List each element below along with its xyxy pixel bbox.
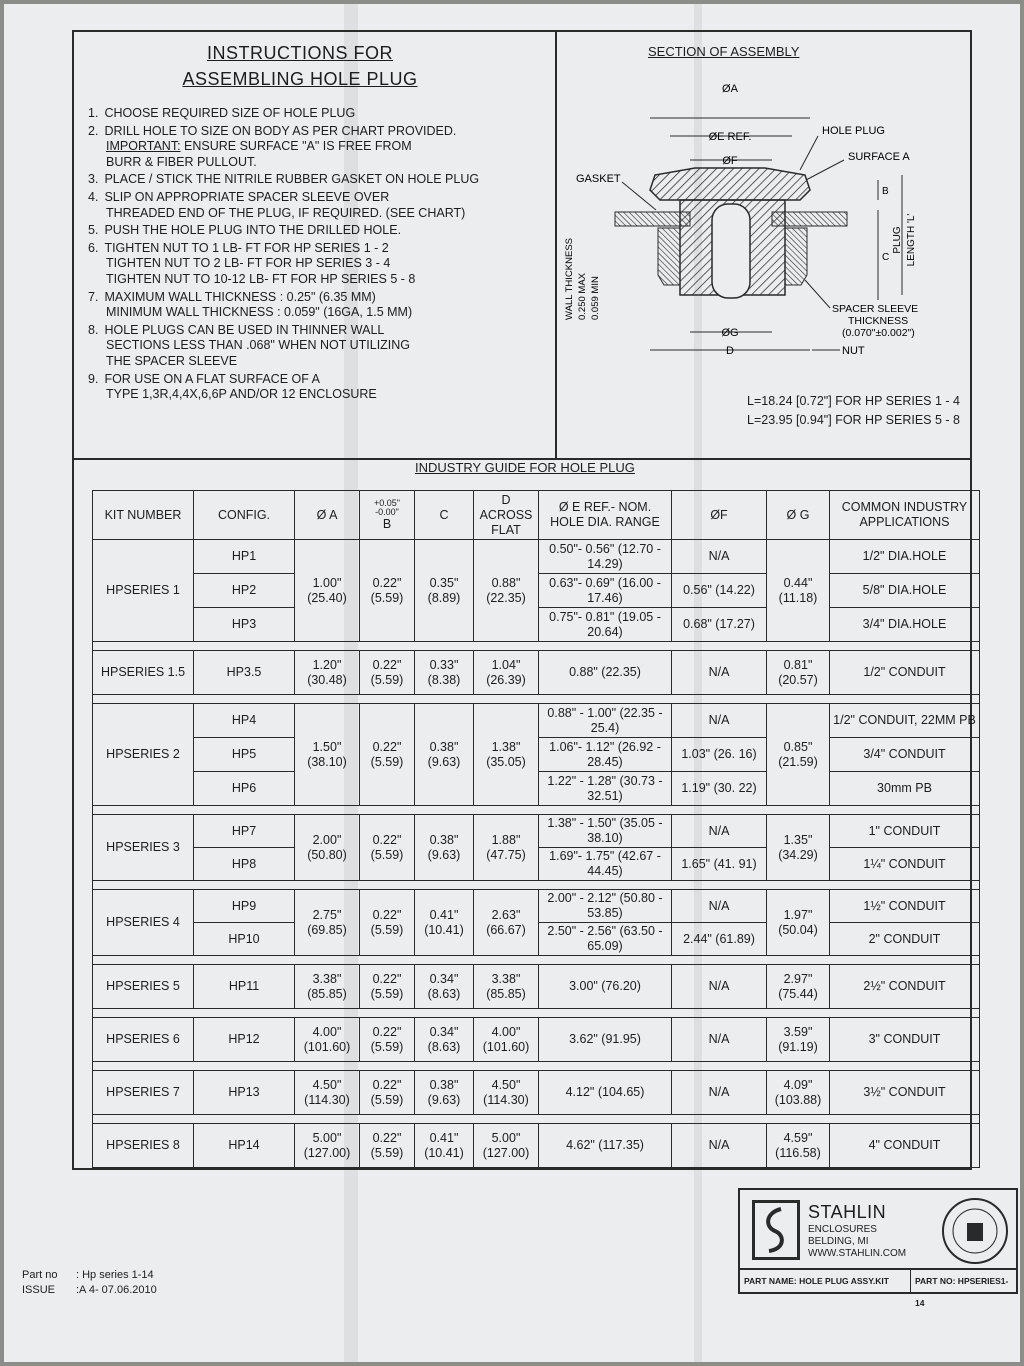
cell-config: HP9 — [194, 890, 295, 923]
cell-e: 4.62" (117.35) — [539, 1124, 672, 1168]
cell-app: 1¼" CONDUIT — [830, 848, 980, 881]
step-subtext: THE SPACER SLEEVE — [106, 353, 238, 368]
industry-guide-table — [92, 490, 980, 1168]
cell-e: 2.00" - 2.12" (50.80 - 53.85) — [539, 890, 672, 923]
nut-left — [658, 228, 680, 285]
label-hole-plug: HOLE PLUG — [822, 125, 885, 137]
table-row — [93, 704, 980, 738]
label-g: ØG — [721, 327, 739, 339]
guide-title: INDUSTRY GUIDE FOR HOLE PLUG — [415, 460, 635, 475]
cell-config: HP10 — [194, 923, 295, 956]
group-gap-cell — [93, 1062, 980, 1071]
section-divider — [555, 32, 557, 460]
table-header-row — [93, 491, 980, 540]
cell-c: 0.35" (8.89) — [415, 540, 474, 642]
cell-config: HP3 — [194, 608, 295, 642]
important-text: ENSURE SURFACE "A" IS FREE FROM — [180, 139, 412, 154]
label-b: B — [882, 186, 889, 197]
cell-kit: HPSERIES 2 — [93, 704, 194, 806]
cell-c: 0.41" (10.41) — [415, 1124, 474, 1168]
header-b-tolerance: +0.05" -0.00" — [374, 497, 400, 517]
header-g: Ø G — [767, 491, 830, 540]
step-text: HOLE PLUGS CAN BE USED IN THINNER WALL — [104, 322, 385, 337]
company-line3: BELDING, MI — [808, 1236, 869, 1247]
cell-b: 0.22" (5.59) — [360, 1018, 415, 1062]
cell-kit: HPSERIES 3 — [93, 815, 194, 881]
table-row — [93, 815, 980, 848]
part-name: PART NAME: HOLE PLUG ASSY.KIT — [744, 1276, 889, 1286]
length-note-2: L=23.95 [0.94"] FOR HP SERIES 5 - 8 — [747, 413, 960, 427]
group-gap-cell — [93, 1009, 980, 1018]
group-gap-cell — [93, 956, 980, 965]
cell-app: 3½" CONDUIT — [830, 1071, 980, 1115]
cell-b: 0.22" (5.59) — [360, 704, 415, 806]
cell-d: 1.38" (35.05) — [474, 704, 539, 806]
cell-e: 0.50"- 0.56" (12.70 - 14.29) — [539, 540, 672, 574]
part-number: PART NO: HPSERIES1-14 — [910, 1270, 1016, 1292]
cell-e: 1.22" - 1.28" (30.73 - 32.51) — [539, 772, 672, 806]
step-text: PUSH THE HOLE PLUG INTO THE DRILLED HOLE. — [104, 223, 402, 238]
instruction-step — [88, 241, 548, 288]
robroy-seal-icon — [940, 1196, 1010, 1266]
cell-f: 2.44" (61.89) — [672, 923, 767, 956]
label-d: D — [726, 345, 734, 357]
cell-g: 3.59" (91.19) — [767, 1018, 830, 1062]
cell-g: 4.59" (116.58) — [767, 1124, 830, 1168]
cell-f: N/A — [672, 815, 767, 848]
cell-config: HP4 — [194, 704, 295, 738]
label-spacer-3: (0.070"±0.002") — [842, 327, 915, 339]
cell-c: 0.34" (8.63) — [415, 965, 474, 1009]
instruction-step — [88, 106, 548, 122]
cell-g: 0.44" (11.18) — [767, 540, 830, 642]
cell-config: HP8 — [194, 848, 295, 881]
cell-g: 1.35" (34.29) — [767, 815, 830, 881]
cell-config: HP11 — [194, 965, 295, 1009]
cell-f: 1.19" (30. 22) — [672, 772, 767, 806]
important-label: IMPORTANT: — [106, 139, 181, 154]
cell-config: HP6 — [194, 772, 295, 806]
label-nut: NUT — [842, 345, 865, 357]
header-config: CONFIG. — [194, 491, 295, 540]
step-number: 5. — [88, 223, 99, 238]
step-text: MAXIMUM WALL THICKNESS : 0.25" (6.35 MM) — [104, 289, 376, 304]
instruction-step — [88, 290, 548, 321]
issue-value: :A 4- 07.06.2010 — [76, 1284, 157, 1296]
cell-a: 5.00" (127.00) — [295, 1124, 360, 1168]
cell-d: 4.00" (101.60) — [474, 1018, 539, 1062]
leader-hole-plug — [800, 136, 818, 170]
instructions-title — [150, 40, 450, 92]
label-c: C — [882, 252, 890, 263]
cell-a: 2.75" (69.85) — [295, 890, 360, 956]
cell-app: 3/4" CONDUIT — [830, 738, 980, 772]
issue-label: ISSUE — [22, 1284, 56, 1296]
nut-right — [785, 228, 807, 285]
cell-f: N/A — [672, 1018, 767, 1062]
step-text: CHOOSE REQUIRED SIZE OF HOLE PLUG — [104, 106, 356, 120]
group-gap — [93, 956, 980, 965]
step-text: SLIP ON APPROPRIATE SPACER SLEEVE OVER — [104, 189, 390, 204]
group-gap-cell — [93, 806, 980, 815]
instruction-step — [88, 190, 548, 221]
cell-a: 1.20" (30.48) — [295, 651, 360, 695]
cell-kit: HPSERIES 6 — [93, 1018, 194, 1062]
cell-e: 1.38" - 1.50" (35.05 - 38.10) — [539, 815, 672, 848]
cell-kit: HPSERIES 1 — [93, 540, 194, 642]
label-plug-2: LENGTH 'L' — [906, 213, 917, 267]
table-row — [93, 1071, 980, 1115]
cell-config: HP1 — [194, 540, 295, 574]
table-row — [93, 651, 980, 695]
cell-e: 0.88" (22.35) — [539, 651, 672, 695]
cell-kit: HPSERIES 1.5 — [93, 651, 194, 695]
cell-config: HP3.5 — [194, 651, 295, 695]
cell-config: HP12 — [194, 1018, 295, 1062]
cell-app: 2½" CONDUIT — [830, 965, 980, 1009]
step-number: 8. — [88, 322, 99, 337]
table-body — [93, 540, 980, 1168]
table-row — [93, 965, 980, 1009]
cell-c: 0.33" (8.38) — [415, 651, 474, 695]
length-note-1: L=18.24 [0.72"] FOR HP SERIES 1 - 4 — [747, 394, 960, 408]
header-c: C — [415, 491, 474, 540]
cell-kit: HPSERIES 8 — [93, 1124, 194, 1168]
cell-e: 2.50" - 2.56" (63.50 - 65.09) — [539, 923, 672, 956]
title-block — [738, 1188, 1018, 1270]
step-number: 2. — [88, 123, 99, 138]
step-subtext: TYPE 1,3R,4,4X,6,6P AND/OR 12 ENCLOSURE — [106, 387, 377, 402]
cell-e: 0.63"- 0.69" (16.00 - 17.46) — [539, 574, 672, 608]
header-kit: KIT NUMBER — [93, 491, 194, 540]
cell-app: 1½" CONDUIT — [830, 890, 980, 923]
cell-d: 2.63" (66.67) — [474, 890, 539, 956]
cell-e: 4.12" (104.65) — [539, 1071, 672, 1115]
group-gap-cell — [93, 642, 980, 651]
cell-app: 1/2" CONDUIT — [830, 651, 980, 695]
instruction-step — [88, 323, 548, 370]
cell-a: 1.00" (25.40) — [295, 540, 360, 642]
instructions-title-line2: ASSEMBLING HOLE PLUG — [182, 69, 418, 89]
step-number: 3. — [88, 172, 99, 187]
step-text: FOR USE ON A FLAT SURFACE OF A — [104, 371, 320, 386]
cell-g: 2.97" (75.44) — [767, 965, 830, 1009]
step-text: TIGHTEN NUT TO 1 LB- FT FOR HP SERIES 1 - 2 — [104, 240, 389, 255]
cell-b: 0.22" (5.59) — [360, 1071, 415, 1115]
group-gap-cell — [93, 695, 980, 704]
cell-g: 0.81" (20.57) — [767, 651, 830, 695]
label-a: ØA — [722, 83, 738, 95]
cell-e: 1.06"- 1.12" (26.92 - 28.45) — [539, 738, 672, 772]
group-gap — [93, 695, 980, 704]
part-no-value: : Hp series 1-14 — [76, 1269, 154, 1281]
cell-b: 0.22" (5.59) — [360, 965, 415, 1009]
cell-f: N/A — [672, 540, 767, 574]
cell-app: 2" CONDUIT — [830, 923, 980, 956]
cell-app: 30mm PB — [830, 772, 980, 806]
step-subtext: MINIMUM WALL THICKNESS : 0.059" (16GA, 1.5 MM) — [106, 305, 413, 320]
cell-e: 0.88" - 1.00" (22.35 - 25.4) — [539, 704, 672, 738]
company-details — [808, 1224, 906, 1260]
cell-a: 4.00" (101.60) — [295, 1018, 360, 1062]
label-f: ØF — [722, 155, 738, 167]
step-number: 1. — [88, 106, 99, 120]
header-f: ØF — [672, 491, 767, 540]
cell-app: 1/2" DIA.HOLE — [830, 540, 980, 574]
cell-kit: HPSERIES 7 — [93, 1071, 194, 1115]
cell-c: 0.38" (9.63) — [415, 704, 474, 806]
cell-c: 0.34" (8.63) — [415, 1018, 474, 1062]
instructions-title-line1: INSTRUCTIONS FOR — [207, 43, 393, 63]
cell-config: HP14 — [194, 1124, 295, 1168]
step-subtext: TIGHTEN NUT TO 10-12 LB- FT FOR HP SERIES 5 - 8 — [106, 271, 416, 286]
cell-b: 0.22" (5.59) — [360, 890, 415, 956]
cell-e: 3.00" (76.20) — [539, 965, 672, 1009]
cell-f: N/A — [672, 704, 767, 738]
cell-e: 1.69"- 1.75" (42.67 - 44.45) — [539, 848, 672, 881]
group-gap-cell — [93, 1115, 980, 1124]
step-subtext: THREADED END OF THE PLUG, IF REQUIRED. (SEE CHART) — [106, 205, 466, 220]
table-row — [93, 1018, 980, 1062]
instruction-steps — [88, 106, 548, 405]
leader-surface-a — [806, 160, 844, 180]
company-name: STAHLIN — [808, 1202, 887, 1222]
part-no-label: Part no — [22, 1269, 58, 1281]
cell-f: 1.65" (41. 91) — [672, 848, 767, 881]
cell-app: 5/8" DIA.HOLE — [830, 574, 980, 608]
cell-config: HP5 — [194, 738, 295, 772]
cell-app: 3/4" DIA.HOLE — [830, 608, 980, 642]
label-wall-1: WALL THICKNESS — [564, 237, 575, 320]
cell-b: 0.22" (5.59) — [360, 815, 415, 881]
header-e: Ø E REF.- NOM. HOLE DIA. RANGE — [539, 491, 672, 540]
instruction-step — [88, 124, 548, 171]
plug-core — [712, 204, 750, 298]
cell-c: 0.38" (9.63) — [415, 1071, 474, 1115]
label-spacer-2: THICKNESS — [848, 315, 909, 327]
company-line4: WWW.STAHLIN.COM — [808, 1248, 907, 1259]
label-wall-2: 0.250 MAX — [577, 273, 588, 320]
cell-e: 0.75"- 0.81" (19.05 - 20.64) — [539, 608, 672, 642]
issue-info — [22, 1268, 157, 1298]
step-number: 9. — [88, 371, 99, 386]
step-subtext: BURR & FIBER PULLOUT. — [106, 154, 257, 169]
section-title: SECTION OF ASSEMBLY — [648, 44, 800, 59]
label-e: ØE REF. — [708, 131, 752, 143]
cell-f: 0.56" (14.22) — [672, 574, 767, 608]
cell-kit: HPSERIES 5 — [93, 965, 194, 1009]
cell-config: HP13 — [194, 1071, 295, 1115]
cell-d: 1.04" (26.39) — [474, 651, 539, 695]
group-gap — [93, 806, 980, 815]
cell-g: 1.97" (50.04) — [767, 890, 830, 956]
table-row — [93, 890, 980, 923]
table-row — [93, 540, 980, 574]
step-important — [88, 139, 548, 155]
group-gap — [93, 642, 980, 651]
group-gap — [93, 1115, 980, 1124]
cell-config: HP2 — [194, 574, 295, 608]
plug-head — [650, 168, 810, 200]
section-diagram — [560, 70, 960, 370]
cell-b: 0.22" (5.59) — [360, 651, 415, 695]
cell-kit: HPSERIES 4 — [93, 890, 194, 956]
length-notes — [700, 392, 960, 430]
header-a: Ø A — [295, 491, 360, 540]
cell-app: 1" CONDUIT — [830, 815, 980, 848]
cell-f: N/A — [672, 651, 767, 695]
header-b — [360, 491, 415, 540]
cell-f: N/A — [672, 1071, 767, 1115]
cell-f: N/A — [672, 890, 767, 923]
cell-a: 3.38" (85.85) — [295, 965, 360, 1009]
header-d: D ACROSS FLAT — [474, 491, 539, 540]
step-text: PLACE / STICK THE NITRILE RUBBER GASKET ON HOLE PLUG — [104, 172, 480, 187]
cell-d: 0.88" (22.35) — [474, 540, 539, 642]
cell-g: 0.85" (21.59) — [767, 704, 830, 806]
group-gap — [93, 881, 980, 890]
label-gasket: GASKET — [576, 173, 621, 185]
table-row — [93, 1124, 980, 1168]
instruction-step — [88, 372, 548, 403]
cell-f: 1.03" (26. 16) — [672, 738, 767, 772]
step-text: DRILL HOLE TO SIZE ON BODY AS PER CHART PROVIDED. — [104, 123, 457, 138]
leader-spacer — [805, 280, 830, 308]
cell-a: 4.50" (114.30) — [295, 1071, 360, 1115]
cell-b: 0.22" (5.59) — [360, 1124, 415, 1168]
step-number: 7. — [88, 289, 99, 304]
cell-a: 1.50" (38.10) — [295, 704, 360, 806]
cell-f: 0.68" (17.27) — [672, 608, 767, 642]
step-number: 4. — [88, 189, 99, 204]
label-wall-3: 0.059 MIN — [590, 276, 601, 320]
group-gap — [93, 1009, 980, 1018]
wall-left — [615, 212, 690, 226]
stahlin-logo-icon — [752, 1200, 800, 1260]
label-plug-1: PLUG — [892, 226, 903, 254]
cell-d: 4.50" (114.30) — [474, 1071, 539, 1115]
cell-a: 2.00" (50.80) — [295, 815, 360, 881]
cell-app: 3" CONDUIT — [830, 1018, 980, 1062]
part-info-row — [738, 1270, 1018, 1308]
cell-app: 1/2" CONDUIT, 22MM PB — [830, 704, 980, 738]
step-subtext: SECTIONS LESS THAN .068" WHEN NOT UTILIZING — [106, 338, 411, 353]
instruction-step — [88, 223, 548, 239]
cell-d: 5.00" (127.00) — [474, 1124, 539, 1168]
group-gap — [93, 1062, 980, 1071]
instruction-step — [88, 172, 548, 188]
company-line2: ENCLOSURES — [808, 1224, 877, 1235]
header-b-label: B — [382, 516, 392, 531]
cell-c: 0.38" (9.63) — [415, 815, 474, 881]
step-number: 6. — [88, 240, 99, 255]
cell-b: 0.22" (5.59) — [360, 540, 415, 642]
cell-d: 3.38" (85.85) — [474, 965, 539, 1009]
group-gap-cell — [93, 881, 980, 890]
step-subtext: TIGHTEN NUT TO 2 LB- FT FOR HP SERIES 3 - 4 — [106, 256, 391, 271]
cell-e: 3.62" (91.95) — [539, 1018, 672, 1062]
cell-config: HP7 — [194, 815, 295, 848]
cell-g: 4.09" (103.88) — [767, 1071, 830, 1115]
cell-f: N/A — [672, 965, 767, 1009]
cell-d: 1.88" (47.75) — [474, 815, 539, 881]
label-spacer-1: SPACER SLEEVE — [832, 303, 919, 315]
cell-app: 4" CONDUIT — [830, 1124, 980, 1168]
cell-f: N/A — [672, 1124, 767, 1168]
cell-c: 0.41" (10.41) — [415, 890, 474, 956]
header-apps: COMMON INDUSTRY APPLICATIONS — [830, 491, 980, 540]
label-surface-a: SURFACE A — [848, 151, 910, 163]
